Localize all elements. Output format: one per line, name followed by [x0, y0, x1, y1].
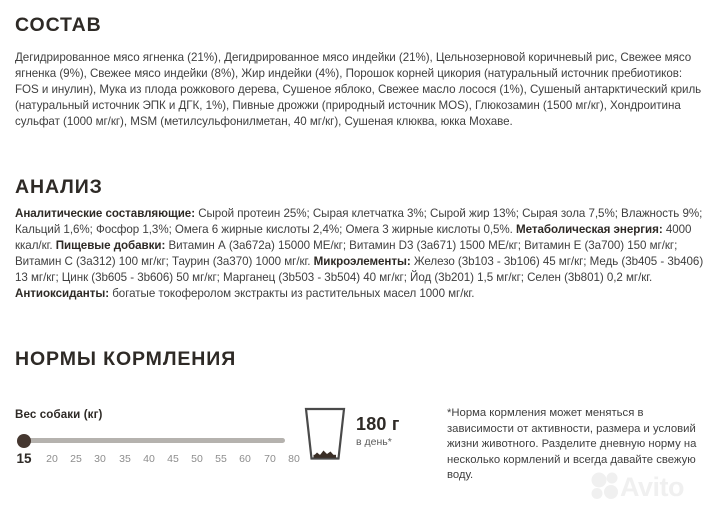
analysis-text — [15, 206, 707, 303]
analysis-value-antioxidants: богатые токоферолом экстракты из растительных масел 1000 мг/кг. — [112, 287, 475, 301]
slider-tick-40[interactable]: 40 — [143, 453, 155, 465]
composition-heading: СОСТАВ — [15, 14, 102, 36]
analysis-value-analytical: Сырой протеин 25%; Сырая клетчатка 3%; Сырой жир 13%; Сырая зола 7,5%; Влажность 9%; Кальций 1,6%; Фосфор 1,3%; Омега 6 жирные кислоты 2,4%; Омега 3 жирные кислоты 0,5%. — [15, 207, 703, 237]
feeding-heading: НОРМЫ КОРМЛЕНИЯ — [15, 348, 237, 370]
slider-thumb[interactable] — [17, 434, 31, 448]
slider-tick-45[interactable]: 45 — [167, 453, 179, 465]
feeding-note-group — [447, 406, 709, 484]
dog-weight-slider-group — [15, 408, 300, 469]
slider-tick-60[interactable]: 60 — [239, 453, 251, 465]
slider-tick-15[interactable]: 15 — [16, 451, 32, 466]
analysis-label-additives: Пищевые добавки: — [55, 239, 166, 253]
composition-text: Дегидрированное мясо ягненка (21%), Дегидрированное мясо индейки (21%), Цельнозерновой коричневый рис, Свежее мясо ягненка (9%), Свежее мясо индейки (8%), Жир индейки (4%), Порошок корней цикория (натуральный источник пребиотиков: FOS и инулин), Мука из плода рожкового дерева, Сушеное яблоко, Свежее масло лосося (1%), Сушеный антарктический криль (натуральный источник ЭПК и ДГК, 1%), Пивные дрожжи (природный источник MOS), Глюкозамин (1500 мг/кг), Хондроитина сульфат (1000 мг/кг), MSM (метилсульфонилметан, 40 мг/кг), Сушеная клюква, юкка Мохаве. — [15, 51, 702, 129]
analysis-heading: АНАЛИЗ — [15, 176, 103, 198]
slider-tick-35[interactable]: 35 — [119, 453, 131, 465]
weight-slider[interactable] — [17, 434, 285, 448]
feeding-panel — [0, 398, 720, 494]
slider-tick-25[interactable]: 25 — [70, 453, 82, 465]
measuring-cup-icon — [303, 406, 347, 462]
composition-section-header — [15, 16, 707, 36]
slider-track[interactable] — [23, 438, 285, 443]
analysis-label-energy: Метаболическая энергия: — [516, 223, 663, 237]
analysis-section-header — [15, 178, 103, 198]
analysis-value-energy: 4000 ккал/кг. — [15, 223, 692, 253]
daily-amount-text — [356, 414, 400, 449]
avito-watermark-text: Avito — [620, 472, 684, 502]
slider-tick-55[interactable]: 55 — [215, 453, 227, 465]
analysis-label-microelements: Микроэлементы: — [313, 255, 411, 269]
analysis-value-microelements: Железо (3b103 - 3b106) 45 мг/кг; Медь (3b405 - 3b406) 13 мг/кг; Цинк (3b605 - 3b606) 50 мг/кг; Марганец (3b503 - 3b504) 40 мг/кг; Йод (3b201) 1,5 мг/кг; Селен (3b801) 0,2 мг/кг. — [15, 255, 704, 285]
analysis-label-analytical: Аналитические составляющие: — [15, 207, 196, 220]
slider-tick-80[interactable]: 80 — [288, 453, 300, 465]
daily-amount-unit: в день* — [356, 436, 392, 448]
slider-tick-50[interactable]: 50 — [191, 453, 203, 465]
feeding-section-header — [15, 350, 236, 370]
feeding-note-text: *Норма кормления может меняться в зависимости от активности, размера и условий жизни животного. Разделите дневную норму на несколько кормлений и всегда давайте свежую воду. — [447, 407, 697, 482]
dog-weight-label: Вес собаки (кг) — [15, 408, 103, 421]
slider-tick-20[interactable]: 20 — [46, 453, 58, 465]
daily-amount-group — [303, 404, 433, 474]
analysis-label-antioxidants: Антиоксиданты: — [15, 287, 110, 301]
slider-tick-70[interactable]: 70 — [264, 453, 276, 465]
slider-tick-30[interactable]: 30 — [94, 453, 106, 465]
slider-tick-labels — [15, 451, 300, 469]
analysis-value-additives: Витамин А (3а672а) 15000 МЕ/кг; Витамин D3 (3а671) 1500 МЕ/кг; Витамин Е (3а700) 150 мг/кг; Витамин С (3а312) 100 мг/кг; Таурин (3а370) 1000 мг/кг. — [15, 239, 678, 269]
daily-amount-value: 180 г — [356, 414, 400, 434]
